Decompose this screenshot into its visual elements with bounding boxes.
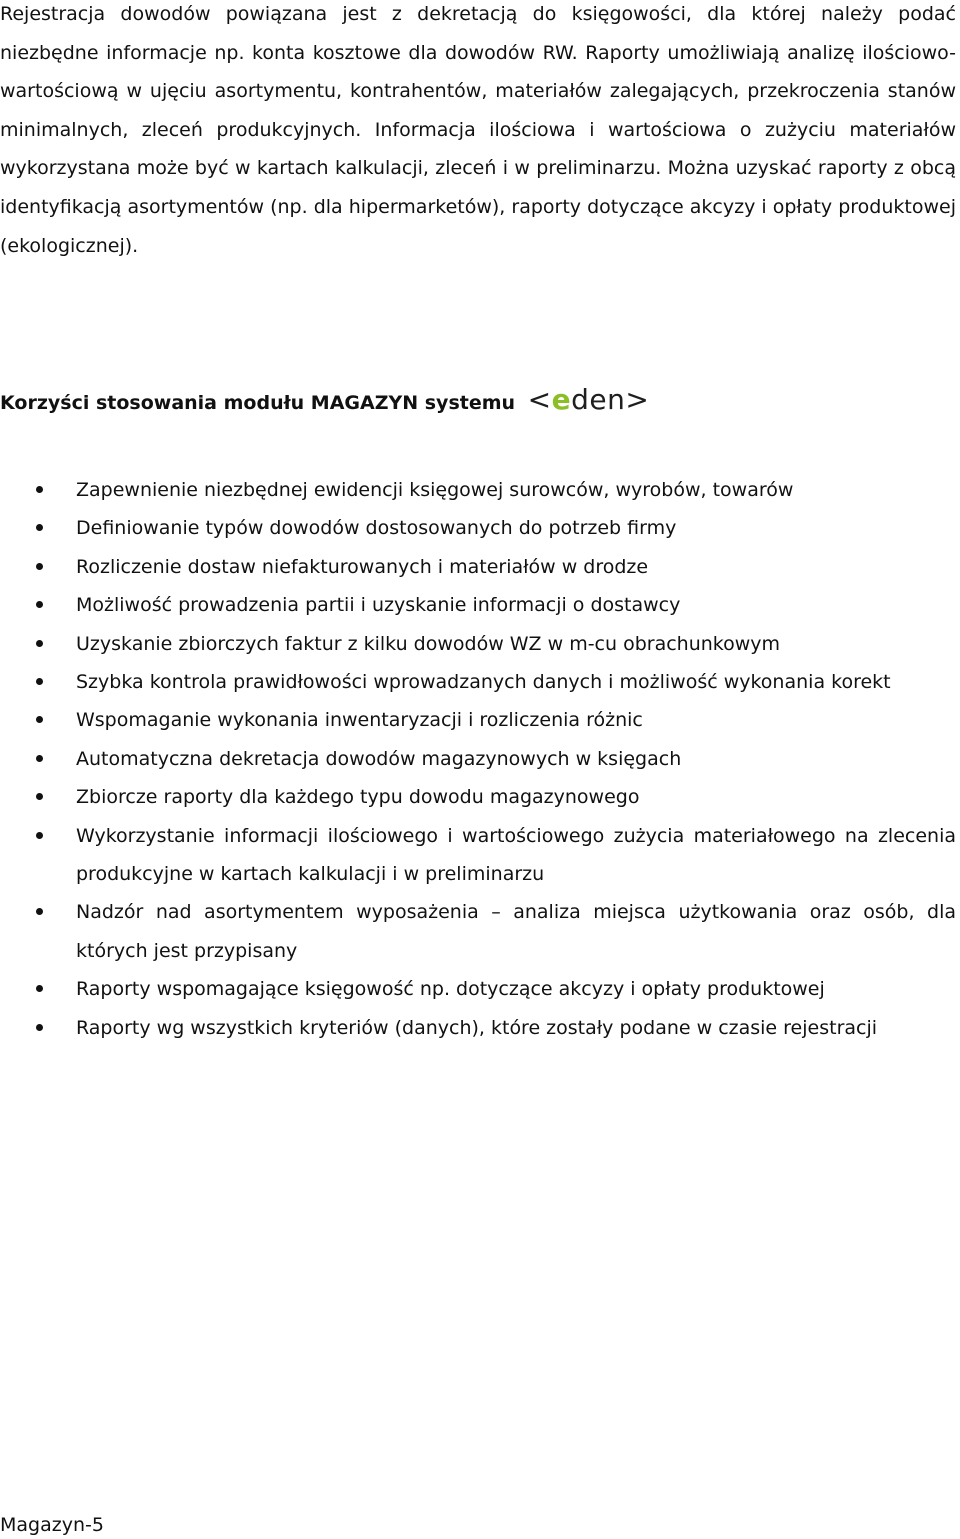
bullet-icon (36, 832, 43, 839)
benefit-item (0, 509, 956, 547)
bullet-icon (36, 563, 43, 570)
bullet-icon (36, 908, 43, 915)
benefit-text: Automatyczna dekretacja dowodów magazynowych w księgach (76, 747, 682, 770)
bullet-icon (36, 486, 43, 493)
benefit-text: Możliwość prowadzenia partii i uzyskanie informacji o dostawcy (76, 594, 681, 617)
eden-logo-e: e (551, 383, 572, 416)
benefit-item (0, 740, 956, 778)
section-heading-text: Korzyści stosowania modułu MAGAZYN systemu (0, 392, 516, 414)
bullet-icon (36, 716, 43, 723)
benefit-text: Zbiorcze raporty dla każdego typu dowodu magazynowego (76, 786, 640, 809)
benefit-item (0, 970, 956, 1008)
benefit-item (0, 548, 956, 586)
eden-logo-open: < (527, 383, 552, 416)
bullet-icon (36, 1024, 43, 1031)
benefit-text: Zapewnienie niezbędnej ewidencji księgowej surowców, wyrobów, towarów (76, 479, 794, 501)
eden-logo (527, 383, 650, 416)
benefit-item (0, 817, 956, 894)
bullet-icon (36, 755, 43, 762)
benefit-text: Raporty wspomagające księgowość np. dotyczące akcyzy i opłaty produktowej (76, 978, 825, 1001)
benefits-list (0, 471, 956, 1047)
benefit-item (0, 471, 956, 509)
benefit-item (0, 586, 956, 624)
bullet-icon (36, 985, 43, 992)
benefit-item (0, 893, 956, 970)
intro-paragraph: Rejestracja dowodów powiązana jest z dekretacją do księgowości, dla której należy podać niezbędne informacje np. konta kosztowe dla dowodów RW. Raporty umożliwiają analizę ilościowo-wartościową w ujęciu asortymentu, kontrahentów, materiałów zalegających, przekroczenia stanów minimalnych, zleceń produkcyjnych. Informacja ilościowa i wartościowa o zużyciu materiałów wykorzystana może być w kartach kalkulacji, zleceń i w preliminarzu. Można uzyskać raporty z obcą identyfikacją asortymentów (np. dla hipermarketów), raporty dotyczące akcyzy i opłaty produktowej (ekologicznej). (0, 3, 956, 257)
bullet-icon (36, 524, 43, 531)
benefit-text: Raporty wg wszystkich kryteriów (danych), które zostały podane w czasie rejestracji (76, 1016, 878, 1039)
benefit-item (0, 1009, 956, 1047)
page-footer: Magazyn-5 (0, 1514, 104, 1536)
benefit-text: Uzyskanie zbiorczych faktur z kilku dowodów WZ w m-cu obrachunkowym (76, 632, 781, 655)
benefit-text: Szybka kontrola prawidłowości wprowadzanych danych i możliwość wykonania korekt (76, 671, 891, 694)
bullet-icon (36, 601, 43, 608)
bullet-icon (36, 640, 43, 647)
benefit-item (0, 625, 956, 663)
benefit-item (0, 663, 956, 701)
benefit-text: Wykorzystanie informacji ilościowego i wartościowego zużycia materiałowego na zlecenia produkcyjne w kartach kalkulacji i w preliminarzu (76, 824, 956, 886)
benefit-item (0, 701, 956, 739)
bullet-icon (36, 793, 43, 800)
benefit-text: Wspomaganie wykonania inwentaryzacji i rozliczenia różnic (76, 709, 643, 732)
benefit-item (0, 778, 956, 816)
bullet-icon (36, 678, 43, 685)
eden-logo-rest: den> (571, 383, 650, 416)
benefit-text: Rozliczenie dostaw niefakturowanych i materiałów w drodze (76, 555, 649, 578)
section-heading (0, 385, 956, 421)
benefit-text: Definiowanie typów dowodów dostosowanych do potrzeb firmy (76, 517, 677, 540)
benefit-text: Nadzór nad asortymentem wyposażenia – analiza miejsca użytkowania oraz osób, dla których jest przypisany (76, 901, 956, 962)
